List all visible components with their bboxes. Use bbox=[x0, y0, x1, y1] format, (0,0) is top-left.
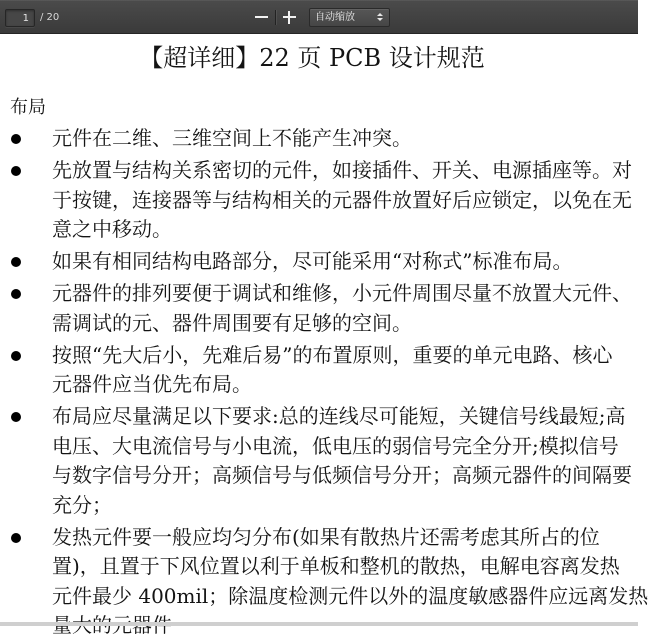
zoom-select[interactable] bbox=[309, 8, 390, 27]
page-number-input[interactable] bbox=[5, 9, 35, 27]
list-item-line: 按照“先大后小，先难后易”的布置原则，重要的单元电路、核心 bbox=[52, 342, 613, 367]
list-item bbox=[0, 124, 638, 154]
list-item-line: 充分； bbox=[52, 492, 112, 517]
section-heading: 布局 bbox=[10, 97, 46, 118]
toolbar bbox=[0, 0, 638, 34]
page-gap bbox=[0, 622, 638, 626]
zoom-button-divider bbox=[275, 10, 276, 25]
zoom-select-value: 自动缩放 bbox=[315, 12, 355, 23]
list-item bbox=[0, 402, 638, 520]
list-item-line: 先放置与结构关系密切的元件，如接插件、开关、电源插座等。对 bbox=[52, 158, 632, 182]
bullet-marker bbox=[11, 257, 21, 267]
bullet-list bbox=[0, 124, 648, 641]
zoom-button-group bbox=[247, 8, 305, 27]
plus-icon bbox=[283, 11, 296, 24]
bullet-marker bbox=[11, 134, 21, 144]
list-item-line: 元件在二维、三维空间上不能产生冲突。 bbox=[52, 126, 412, 150]
bullet-marker bbox=[11, 166, 21, 176]
document-viewer[interactable] bbox=[0, 34, 648, 622]
list-item-line: 元器件应当优先布局。 bbox=[52, 372, 252, 396]
list-item bbox=[0, 341, 638, 400]
bullet-marker bbox=[11, 412, 21, 422]
minus-icon bbox=[255, 16, 268, 18]
list-item-line: 与数字信号分开；高频信号与低频信号分开；高频元器件的间隔要 bbox=[52, 463, 632, 487]
list-item-line: 如果有相同结构电路部分，尽可能采用“对称式”标准布局。 bbox=[52, 249, 573, 273]
list-item bbox=[0, 279, 638, 338]
list-item-line: 置)，且置于下风位置以利于单板和整机的散热，电解电容离发热 bbox=[52, 554, 620, 578]
document-title: 【超详细】22 页 PCB 设计规范 bbox=[139, 44, 485, 72]
bullet-marker bbox=[11, 289, 21, 299]
list-item-line: 需调试的元、器件周围要有足够的空间。 bbox=[52, 310, 412, 335]
list-item-line: 发热元件要一般应均匀分布(如果有散热片还需考虑其所占的位 bbox=[52, 524, 600, 549]
list-item-line: 元件最少 400mil；除温度检测元件以外的温度敏感器件应远离发热 bbox=[52, 583, 648, 608]
up-down-arrows-icon bbox=[377, 13, 384, 22]
page-count-label: / 20 bbox=[40, 12, 60, 23]
list-item-line: 元器件的排列要便于调试和维修，小元件周围尽量不放置大元件、 bbox=[52, 281, 632, 305]
list-item bbox=[0, 156, 638, 245]
bullet-marker bbox=[11, 351, 21, 361]
list-item bbox=[0, 247, 638, 277]
list-item-line: 意之中移动。 bbox=[52, 217, 172, 241]
zoom-out-button[interactable] bbox=[247, 8, 275, 27]
list-item-line: 于按键，连接器等与结构相关的元器件放置好后应锁定，以免在无 bbox=[52, 187, 632, 212]
zoom-in-button[interactable] bbox=[277, 8, 305, 27]
list-item-line: 布局应尽量满足以下要求:总的连线尽可能短，关键信号线最短;高 bbox=[52, 404, 626, 428]
list-item-line: 电压、大电流信号与小电流，低电压的弱信号完全分开;模拟信号 bbox=[52, 433, 619, 458]
bullet-marker bbox=[11, 533, 21, 543]
